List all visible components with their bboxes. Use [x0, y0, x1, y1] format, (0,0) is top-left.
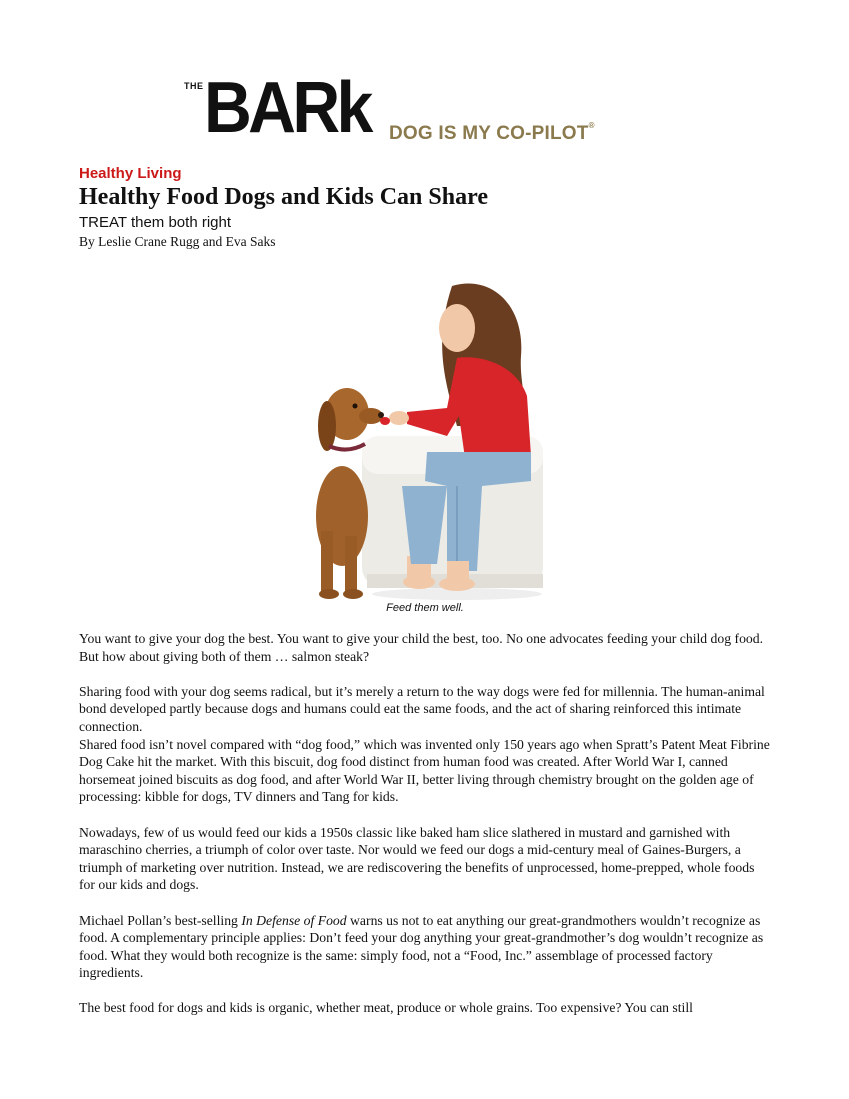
- paragraph: Michael Pollan’s best-selling In Defense of Food warns us not to eat anything our great-grandmothers wouldn’t recognize as food. A complementary principle applies: Don’t feed your dog anything your great-grandmother’s dog wouldn’t recognize as food. What they would both recognize is the same: simply food, not a “Food, Inc.” assemblage of processed factory ingredients.: [79, 912, 764, 981]
- paragraph: Shared food isn’t novel compared with “dog food,” which was invented only 150 years ago when Spratt’s Patent Meat Fibrine Dog Cake hit the market. With this biscuit, dog food distinct from human food was created. After World War I, canned horsemeat joined biscuits as dog food, and after World War II, better living through chemistry brought on the golden age of processing: kibble for dogs, TV dinners and Tang for kids.: [79, 736, 770, 805]
- logo-tagline: DOG IS MY CO-PILOT®: [389, 121, 595, 144]
- section-kicker: Healthy Living: [79, 165, 182, 182]
- girl-feeding-dog-photo: [307, 276, 543, 602]
- article-body: [79, 630, 771, 1035]
- paragraph: Nowadays, few of us would feed our kids a 1950s classic like baked ham slice slathered in mustard and garnished with maraschino cherries, a triumph of color over taste. Nor would we feed our dogs a mid-century meal of Gaines-Burgers, a triumph of marketing over nutrition. Instead, we are rediscovering the benefits of unprocessed, home-prepped, whole foods for our kids and dogs.: [79, 824, 755, 893]
- article-subtitle: TREAT them both right: [79, 214, 232, 231]
- book-title: In Defense of Food: [241, 912, 347, 928]
- paragraph: Sharing food with your dog seems radical, but it’s merely a return to the way dogs were fed for millennia. The human-animal bond developed partly because dogs and humans could eat the same foods, and the act of sharing reinforced this intimate connection.: [79, 683, 765, 734]
- logo-bark: BARk: [204, 68, 370, 148]
- photo-caption: Feed them well.: [386, 602, 464, 614]
- bark-logo: [182, 68, 602, 148]
- paragraph: You want to give your dog the best. You want to give your child the best, too. No one advocates feeding your child dog food. But how about giving both of them … salmon steak?: [79, 631, 764, 664]
- article-title: Healthy Food Dogs and Kids Can Share: [79, 184, 488, 210]
- logo-the: THE: [184, 81, 204, 91]
- paragraph: The best food for dogs and kids is organic, whether meat, produce or whole grains. Too expensive? You can still: [79, 1000, 693, 1016]
- article-byline: By Leslie Crane Rugg and Eva Saks: [79, 234, 276, 249]
